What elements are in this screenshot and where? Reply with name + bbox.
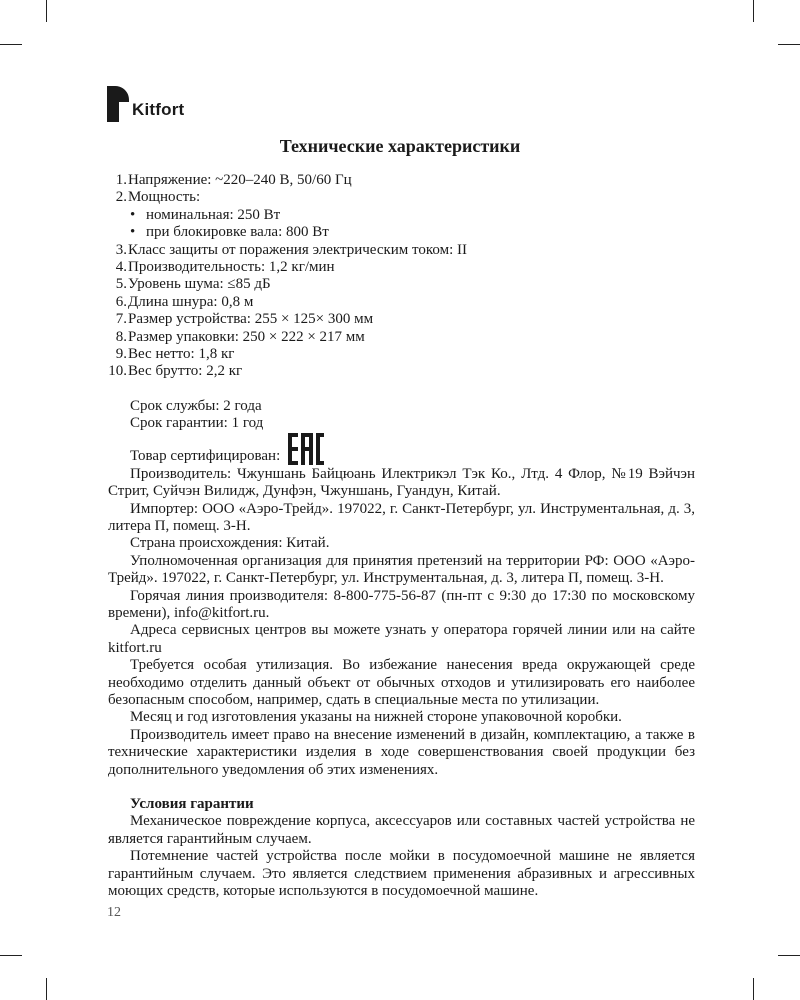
page-number: 12 bbox=[107, 905, 121, 920]
changes-paragraph: Производитель имеет право на внесение изменений в дизайн, комплектацию, а также в технические характеристики изделия в ходе совершенствования своей продукции без дополнительного уведомления об этих изменениях. bbox=[108, 726, 695, 778]
power-sub-item: • номинальная: 250 Вт bbox=[130, 206, 281, 223]
disposal-paragraph: Требуется особая утилизация. Во избежание нанесения вреда окружающей среде необходимо отделить данный объект от обычных отходов и утилизировать его наиболее безопасным способом, например, сдать в специальные места по утилизации. bbox=[108, 657, 695, 708]
importer-paragraph: Импортер: ООО «Аэро-Трейд». 197022, г. Санкт-Петербург, ул. Инструментальная, д. 3, литера П, помещ. 3-Н. bbox=[108, 500, 695, 534]
main-content bbox=[108, 172, 695, 900]
crop-mark-top-right bbox=[753, 0, 754, 22]
spec-item: 5. Уровень шума: ≤85 дБ bbox=[115, 276, 271, 293]
authorized-org-paragraph: Уполномоченная организация для принятия претензий на территории РФ: ООО «Аэро-Трейд». 197022, г. Санкт-Петербург, ул. Инструментальная, д. 3, литера П, помещ. 3-Н. bbox=[108, 552, 695, 587]
warranty-paragraph-2: Потемнение частей устройства после мойки в посудомоечной машине не является гарантийным случаем. Это является следствием применения абразивных и агрессивных моющих средств, которые используются в посудомоечной машине. bbox=[108, 848, 695, 900]
specs-list-continued bbox=[108, 242, 695, 381]
specs-list bbox=[108, 172, 695, 207]
kitfort-logo-text: Kitfort bbox=[132, 100, 185, 119]
spec-item: 4. Производительность: 1,2 кг/мин bbox=[115, 259, 335, 276]
crop-mark-top-left-h bbox=[0, 44, 22, 45]
eac-mark-icon bbox=[288, 433, 324, 465]
origin-paragraph: Страна происхождения: Китай. bbox=[130, 535, 330, 552]
warranty-period: Срок гарантии: 1 год bbox=[130, 415, 264, 432]
crop-mark-top-right-h bbox=[778, 44, 800, 45]
warranty-paragraph-1: Механическое повреждение корпуса, аксессуаров или составных частей устройства не является гарантийным случаем. bbox=[108, 813, 695, 847]
power-sublist bbox=[108, 207, 695, 242]
product-info bbox=[108, 398, 695, 779]
spec-item: 7. Размер устройства: 255 × 125× 300 мм bbox=[115, 311, 374, 328]
warranty-conditions-heading: Условия гарантии bbox=[130, 796, 254, 812]
spec-item: 2. Мощность: bbox=[115, 189, 201, 206]
spec-item: 10. Вес брутто: 2,2 кг bbox=[108, 363, 243, 380]
crop-mark-bottom-right-h bbox=[778, 955, 800, 956]
spec-item: 3. Класс защиты от поражения электрическим током: II bbox=[115, 241, 468, 258]
spec-item: 9. Вес нетто: 1,8 кг bbox=[115, 346, 235, 363]
crop-mark-bottom-left bbox=[46, 978, 47, 1000]
kitfort-logo-mark-icon bbox=[107, 86, 129, 122]
crop-mark-bottom-right bbox=[753, 978, 754, 1000]
manufacturer-paragraph: Производитель: Чжуншань Байцюань Илектрикэл Тэк Ко., Лтд. 4 Флор, №19 Вэйчэн Стрит, Суйчэн Вилидж, Дунфэн, Чжуншань, Гуандун, Китай. bbox=[108, 465, 695, 500]
manufacture-date-paragraph: Месяц и год изготовления указаны на нижней стороне упаковочной коробки. bbox=[130, 709, 622, 726]
spec-item: 8. Размер упаковки: 250 × 222 × 217 мм bbox=[115, 328, 365, 345]
certification-row bbox=[108, 433, 695, 466]
hotline-paragraph: Горячая линия производителя: 8-800-775-56-87 (пн-пт с 9:30 до 17:30 по московскому времени), info@kitfort.ru. bbox=[108, 587, 695, 621]
spec-item: 1. Напряжение: ~220–240 В, 50/60 Гц bbox=[115, 172, 352, 188]
service-life: Срок службы: 2 года bbox=[130, 397, 262, 414]
crop-mark-bottom-left-h bbox=[0, 955, 22, 956]
certified-label: Товар сертифицирован: bbox=[130, 448, 281, 465]
kitfort-logo bbox=[107, 84, 184, 122]
spec-item: 6. Длина шнура: 0,8 м bbox=[115, 293, 254, 310]
service-centers-paragraph: Адреса сервисных центров вы можете узнать у оператора горячей линии или на сайте kitfort.ru bbox=[108, 622, 695, 656]
power-sub-item: • при блокировке вала: 800 Вт bbox=[130, 224, 329, 241]
page-title: Технические характеристики bbox=[279, 136, 521, 156]
crop-mark-top-left bbox=[46, 0, 47, 22]
